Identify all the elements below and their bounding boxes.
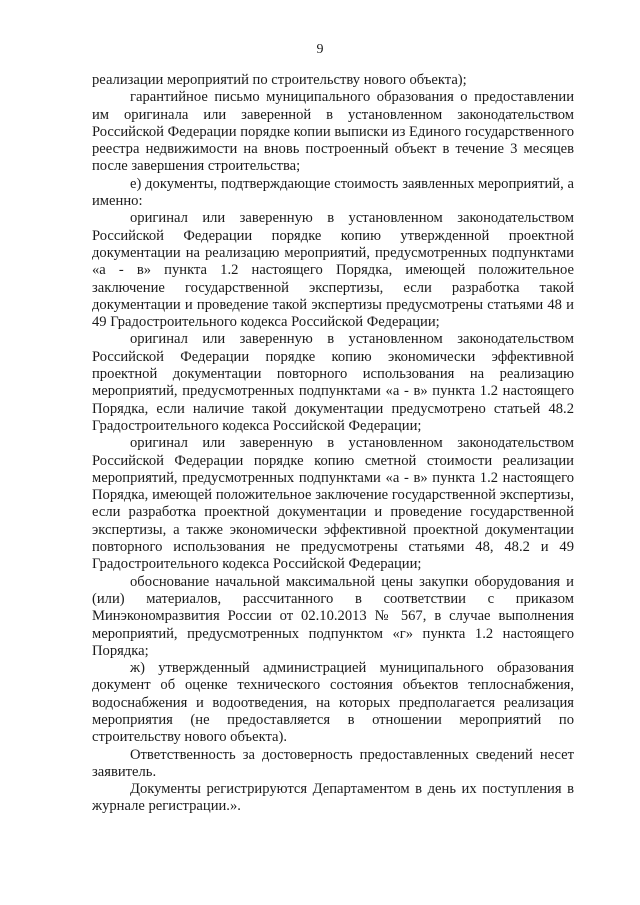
paragraph-continuation: реализации мероприятий по строительству нового объекта);: [92, 72, 467, 88]
paragraph-estimate-cost: оригинал или заверенную в установленном законодательством Российской Федерации порядке копию сметной стоимости реализации мероприятий, предусмотренных подпунктами «а - в» пункта 1.2 настоящего Порядка, имеющей положительное заключение государственной экспертизы, если разработка проектной документации и проведение государственной экспертизы, а также экономически эффективной проектной документации повторного использования не предусмотрены статьями 48, 48.2 и 49 Градостроительного кодекса Российской Федерации;: [92, 435, 574, 573]
paragraph-price-justification: обоснование начальной максимальной цены закупки оборудования и (или) материалов, рассчитанного в соответствии с приказом Минэкономразвития России от 02.10.2013 № 567, в случае выполнения мероприятий, предусмотренных подпунктом «г» пункта 1.2 настоящего Порядка;: [92, 573, 574, 659]
paragraph-reuse-documentation: оригинал или заверенную в установленном законодательством Российской Федерации порядке копию экономически эффективной проектной документации повторного использования на реализацию мероприятий, предусмотренных подпунктами «а - в» пункта 1.2 настоящего Порядка, если наличие такой документации предусмотрено статьей 48.2 Градостроительного кодекса Российской Федерации;: [92, 331, 574, 434]
paragraph-item-zh: ж) утвержденный администрацией муниципального образования документ об оценке технического состояния объектов теплоснабжения, водоснабжения и водоотведения, на которых предполагается реализация мероприятия (не предоставляется в отношении мероприятий по строительству нового объекта).: [92, 660, 574, 746]
paragraph-responsibility: Ответственность за достоверность предоставленных сведений несет заявитель.: [92, 746, 574, 780]
paragraph-guarantee-letter: гарантийное письмо муниципального образования о предоставлении им оригинала или заверенной в установленном законодательством Российской Федерации порядке копии выписки из Единого государственного реестра недвижимости на вновь построенный объект в течение 3 месяцев после завершения строительства;: [92, 89, 574, 175]
document-body: [92, 72, 574, 816]
paragraph-item-e: е) документы, подтверждающие стоимость заявленных мероприятий, а именно:: [92, 175, 574, 210]
page-number: 9: [316, 42, 324, 57]
paragraph-registration: Документы регистрируются Департаментом в день их поступления в журнале регистрации.».: [92, 781, 574, 815]
paragraph-project-documentation: оригинал или заверенную в установленном законодательством Российской Федерации порядке копию утвержденной проектной документации на реализацию мероприятий, предусмотренных подпунктами «а - в» пункта 1.2 настоящего Порядка, имеющей положительное заключение государственной экспертизы, если разработка такой документации и проведение такой экспертизы предусмотрены статьями 48 и 49 Градостроительного кодекса Российской Федерации;: [92, 210, 574, 331]
